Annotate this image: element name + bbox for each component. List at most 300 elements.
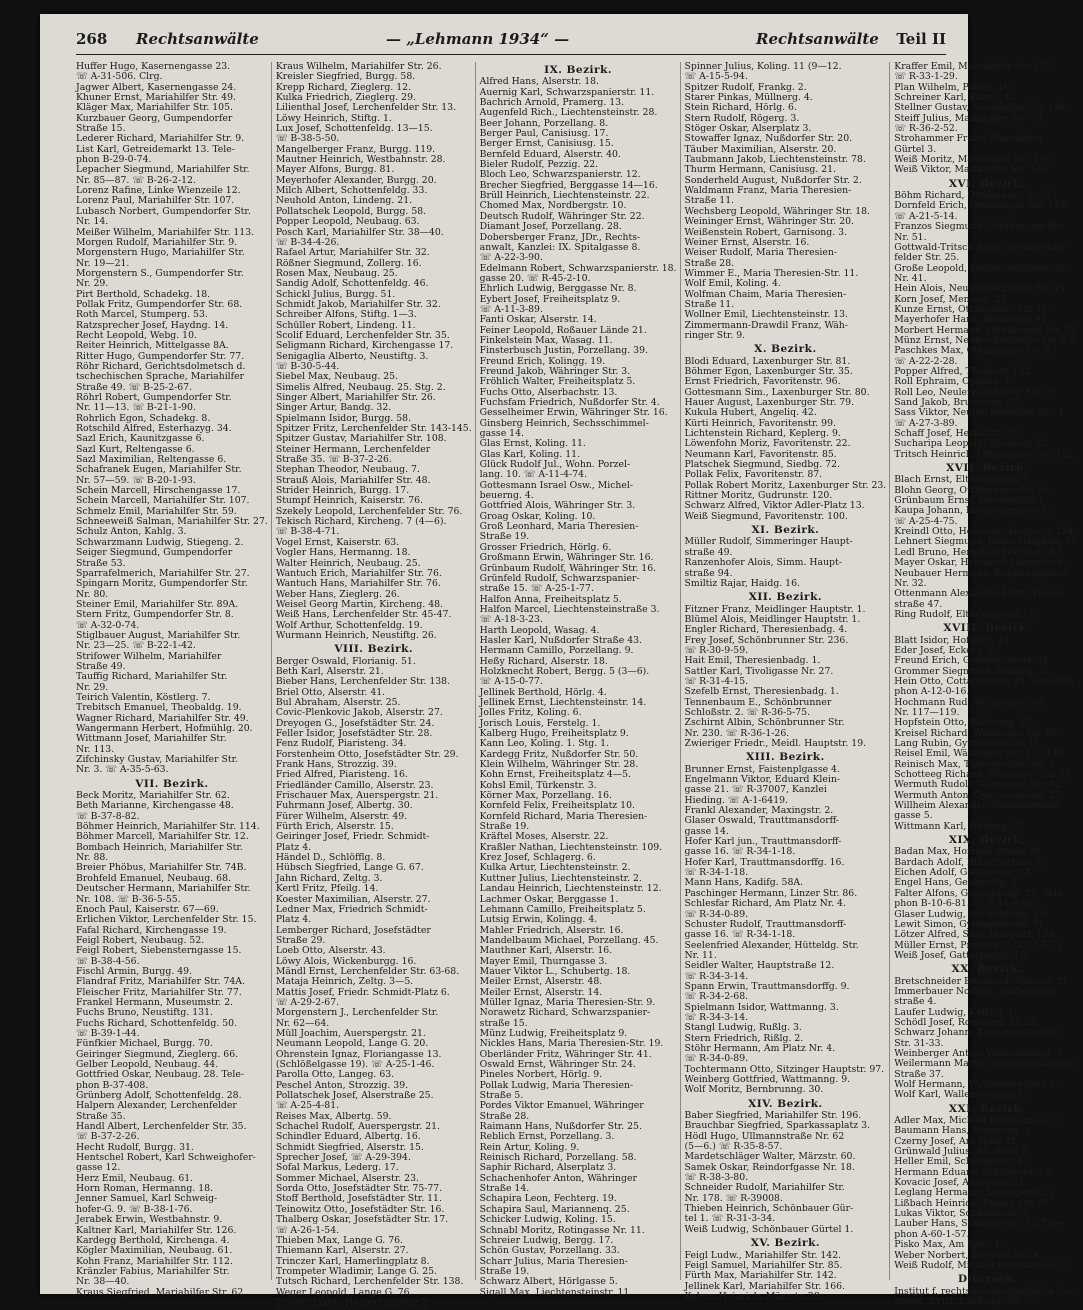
directory-entry: Straße 19. — [479, 531, 530, 543]
directory-entry: Täuber Maximilian, Alserstr. 20. — [684, 143, 837, 155]
directory-entry: Lachmer Oskar, Berggasse 1. — [479, 893, 619, 905]
directory-entry: Finkelstein Max, Wasag. 11. — [479, 334, 613, 346]
directory-entry: Kögler Maximilian, Neubaug. 61. — [76, 1245, 233, 1257]
directory-entry: straße 4. — [894, 996, 937, 1008]
directory-entry: hofer-G. 9. ☏ B-38-1-76. — [76, 1203, 193, 1215]
directory-entry: Fanti Oskar, Alserstr. 14. — [479, 314, 597, 326]
directory-entry: Schein Marcell, Hirschengasse 17. — [76, 485, 241, 497]
directory-entry: Mändl Ernst, Lerchenfelder Str. 63-68. — [275, 965, 460, 977]
district-heading: XX. Bezirk. — [951, 963, 1023, 976]
directory-entry: ☏ B-38-4-71. — [275, 526, 340, 538]
directory-entry: Kreindl Otto, Hernalser Hauptstr. 124. — [894, 526, 1077, 538]
directory-entry: tschechischen Sprache, Mariahilfer — [76, 371, 245, 383]
directory-entry: Kreisler Siegfried, Burgg. 58. — [275, 71, 416, 83]
directory-entry: Schmidt Jakob, Mariahilfer Str. 32. — [275, 298, 441, 310]
directory-entry: Lorenz Paul, Mariahilfer Str. 107. — [76, 195, 235, 207]
directory-entry: Rohrlich Egon, Schadekg. 8. — [76, 412, 211, 424]
directory-entry: Röhr Richard, Gerichtsdolmetsch d. — [76, 360, 246, 372]
directory-entry: Brohfeld Emanuel, Neubaug. 68. — [76, 872, 231, 884]
directory-entry: Zimmermann-Drawdil Franz, Wäh- — [684, 319, 848, 331]
directory-entry: Briel Otto, Alserstr. 41. — [275, 686, 386, 698]
directory-entry: Schreiner Karl, Palmg. 10. — [894, 92, 1020, 104]
directory-entry: Großmann Erwin, Währinger Str. 16. — [479, 552, 654, 564]
directory-entry: Gürtel 3. — [894, 143, 937, 155]
directory-entry: Grünwald Julius, Am Spitz 3. — [894, 1146, 1031, 1158]
directory-entry: Nr. 178. ☏ R-39008. — [684, 1192, 783, 1204]
directory-entry: Schwarz Johann, Klosterneuburger — [894, 1027, 1061, 1039]
directory-entry: Tochtermann Otto, Sitzinger Hauptstr. 97. — [684, 1063, 885, 1075]
directory-entry: Dreyogen G., Josefstädter Str. 24. — [275, 717, 435, 729]
directory-entry: Feigl Ludw., Mariahilfer Str. 142. — [684, 1249, 842, 1261]
directory-entry: Koester Maximilian, Alserstr. 27. — [275, 893, 431, 905]
directory-entry: Gottwald-Tritsch Stella, Neulerchen- — [894, 241, 1068, 253]
directory-entry: Röhrl Robert, Gumpendorfer Str. — [76, 392, 232, 403]
directory-entry: Kelern Heinrich, Märzstr. 28. — [684, 1290, 823, 1302]
directory-entry: Scharr Julius, Maria Theresien- — [479, 1255, 628, 1267]
directory-entry: Pollak Fritz, Gumpendorfer Str. 68. — [76, 298, 243, 310]
directory-entry: Schneeweiß Salman, Mariahilfer Str. 27. — [76, 516, 268, 528]
directory-entry: Beck Moritz, Mariahilfer Str. 62. — [76, 790, 230, 802]
directory-entry: Halfon Anna, Freiheitsplatz 5. — [479, 593, 622, 605]
directory-entry: Berger Ernst, Canisiusg. 15. — [479, 138, 614, 150]
directory-entry: Neuhold Anton, Lindeng. 21. — [275, 195, 413, 207]
directory-entry: Eder Josef, Eckerg. 8. — [894, 644, 997, 656]
directory-entry: Nr. 29. — [76, 681, 109, 693]
directory-entry: Huffer Hugo, Kasernengasse 23. — [76, 61, 231, 72]
directory-entry: Rotschild Alfred, Esterhazyg. 34. — [76, 423, 232, 435]
directory-entry: Nr. 80. — [76, 588, 109, 600]
directory-entry: Rosen Max, Neubaug. 25. — [275, 267, 398, 279]
directory-entry: Covic-Plenkovic Jakob, Alserstr. 27. — [275, 707, 443, 719]
directory-entry: Schaff Josef, Herbststr. 23. — [894, 428, 1021, 440]
directory-entry: Ohrenstein Ignaz, Floriangasse 13. — [275, 1048, 442, 1060]
directory-entry: Hein Alois, Neulerchenfelder Str. 21. — [894, 283, 1069, 295]
directory-entry: Schulz Anton, Kahlg. 3. — [76, 526, 187, 538]
header-right-title: Rechtsanwälte — [756, 30, 879, 48]
directory-entry: Grünberg Adolf, Schottenfeldg. 28. — [76, 1090, 242, 1102]
directory-entry: Blohn Georg, Ottakringer Str. 96. — [894, 484, 1053, 496]
directory-entry: Ratzsprecher Josef, Haydng. 14. — [76, 319, 229, 331]
directory-entry: Korn Josef, Menzelg. 23. — [894, 293, 1010, 305]
directory-entry: Sazl Kurt, Reltengasse 6. — [76, 443, 195, 455]
district-heading: XIX. Bezirk. — [948, 834, 1026, 847]
directory-entry: Schlesfar Richard, Am Platz Nr. 4. — [684, 898, 846, 910]
directory-entry: Weiß Siegmund, Favoritenstr. 100. — [684, 510, 848, 522]
directory-entry: Samek Oskar, Reindorfgasse Nr. 18. — [684, 1161, 855, 1173]
directory-entry: Morgenstern J., Lerchenfelder Str. — [275, 1007, 439, 1019]
directory-entry: Nr. 62—64. — [275, 1017, 330, 1029]
directory-entry: Müller Rudolf, Simmeringer Haupt- — [684, 536, 853, 548]
directory-entry: phon A-12-0-16. — [894, 686, 970, 698]
directory-entry: beuerng. 4. — [479, 490, 534, 502]
directory-entry: Händel D., Schlöfflg. 8. — [275, 852, 386, 864]
directory-entry: Wolf Karl, Wallensteinplatz 3. — [894, 1089, 1034, 1101]
directory-entry: Jellinek Ernst, Liechtensteinstr. 14. — [479, 696, 647, 708]
directory-entry: Kornfeld Felix, Freiheitsplatz 10. — [479, 800, 635, 812]
directory-entry: Lötzer Alfred, Sieb. Hauptstr. 13A. — [894, 929, 1058, 941]
directory-entry: Stangl Ludwig, Rußlg. 3. — [684, 1022, 802, 1034]
directory-entry: Sparrafelmerich, Mariahilfer Str. 27. — [76, 567, 250, 579]
directory-entry: Reinisch Max, Türkenschanzstr. 7. — [894, 758, 1057, 770]
directory-entry: arbeit, XVIII, Edelhofg. 30. ☏ — [894, 1295, 1037, 1307]
directory-entry: Hait Emil, Theresienbadg. 1. — [684, 655, 821, 667]
directory-entry: Spann Erwin, Trauttmansdorffg. 9. — [684, 980, 850, 992]
directory-entry: Hübsch Siegfried, Lange G. 67. — [275, 862, 424, 874]
directory-entry: Wolfman Chaim, Maria Theresien- — [684, 288, 847, 300]
directory-entry: Groß Leonhard, Maria Theresien- — [479, 521, 639, 533]
directory-entry: Grommer Siegmund, Höhneg. 3. — [894, 665, 1048, 677]
directory-entry: Brunner Ernst, Faistenplgasse 4. — [684, 763, 840, 775]
directory-entry: Frey Josef, Schönbrunner Str. 236. — [684, 634, 849, 646]
directory-entry: Mahler Friedrich, Alserstr. 16. — [479, 924, 624, 936]
directory-entry: Str. 31-33. — [894, 1037, 944, 1049]
directory-entry: Mautner Heinrich, Westbahnstr. 28. — [275, 154, 446, 166]
directory-entry: Roll Leo, Neulerchenfelder Str. 27. — [894, 386, 1060, 398]
directory-entry: Leglang Hermann, Schlingerstr. 2. — [894, 1187, 1058, 1199]
directory-entry: Schön Gustav, Porzellang. 33. — [479, 1245, 620, 1257]
directory-entry: Lehnert Siegmund, Hern. Hauptstr. 19. — [894, 536, 1080, 548]
directory-entry: Kalberg Hugo, Freiheitsplatz 9. — [479, 728, 629, 739]
directory-entry: Schein Marcell, Mariahilfer Str. 107. — [76, 495, 250, 507]
directory-entry: Schwarzmann Ludwig, Stiegeng. 2. — [76, 536, 244, 548]
directory-entry: Fleischer Fritz, Mariahilfer Str. 77. — [76, 986, 242, 998]
directory-entry: Straße 14. — [479, 1183, 530, 1195]
directory-entry: Bretschneider Bernhard, Spaung. 21. — [894, 975, 1072, 987]
directory-entry: Zschirnt Albin, Schönbrunner Str. — [684, 717, 845, 729]
directory-entry: Ring Rudolf, Elterleinplatz 15. — [894, 608, 1038, 620]
directory-entry: Feiner Leopold, Roßauer Lände 21. — [479, 324, 647, 336]
directory-entry: Badan Max, Hofzeile straße 26. — [894, 846, 1044, 858]
directory-entry: Gelber Leopold, Neubaug. 44. — [76, 1059, 219, 1070]
directory-entry: Mann Hans, Kadifg. 58A. — [684, 877, 804, 889]
directory-entry: Wimmer E., Maria Theresien-Str. 11. — [684, 267, 859, 279]
directory-entry: Enoch Paul, Kaiserstr. 67—69. — [76, 903, 219, 915]
directory-entry: ☏ A-26-1-54. — [275, 1224, 340, 1236]
directory-entry: Weiß Ludwig, Schönbauer Gürtel 1. — [684, 1223, 854, 1235]
directory-entry: Wechsberg Leopold, Währinger Str. 18. — [684, 205, 871, 217]
district-heading: XXI. Bezirk. — [948, 1102, 1026, 1115]
directory-entry: ☏ R-38-3-80. — [684, 1172, 749, 1184]
directory-entry: Reinisch Richard, Porzellang. 58. — [479, 1152, 637, 1164]
directory-entry: Sandig Adolf, Schottenfeldg. 46. — [275, 278, 429, 290]
directory-entry: gasse 16. ☏ R-34-1-18. — [684, 846, 796, 858]
directory-entry: phon B-37-408. — [76, 1079, 149, 1091]
directory-entry: Simelis Alfred, Neubaug. 25. Stg. 2. — [275, 381, 446, 393]
directory-entry: Popper Alfred, Thaliastr. 132. — [894, 365, 1034, 377]
directory-entry: Khuner Ernst, Mariahilfer Str. 49. — [76, 92, 236, 104]
directory-entry: Kohn Ernst, Freiheitsplatz 4—5. — [479, 769, 632, 781]
directory-entry: Wolf Moritz, Bernbrunng. 30. — [684, 1084, 824, 1096]
directory-entry: Schuster Rudolf, Trauttmansdorff- — [684, 918, 847, 930]
directory-entry: Schotteeg Richard, Währinger Str. 71. — [894, 769, 1075, 781]
directory-entry: Mauthner Karl, Alserstr. 16. — [479, 945, 613, 957]
directory-entry: Fürer Wilhelm, Alserstr. 49. — [275, 810, 408, 822]
directory-entry: Straße 15. — [76, 123, 126, 135]
directory-entry: Böhmer Heinrich, Mariahilfer Str. 114. — [76, 821, 260, 833]
directory-entry: Sazl Erich, Kaunitzgasse 6. — [76, 433, 205, 445]
text-columns — [76, 61, 1080, 1308]
directory-entry: gasse 21. ☏ R-37007, Kanzlei — [684, 784, 827, 796]
directory-entry: Schapira Saul, Mariannenq. 25. — [479, 1203, 630, 1215]
district-heading: VII. Bezirk. — [135, 777, 209, 790]
directory-entry: Teinowitz Otto, Josefstädter Str. 16. — [275, 1203, 445, 1215]
directory-entry: gasse 12. — [76, 1162, 121, 1174]
directory-entry: Tennenbaum E., Schönbrunner — [684, 696, 832, 708]
directory-entry: Müller Ernst, Probusg. 1. B-15-5-73. — [894, 939, 1066, 951]
directory-entry: Loeb Otto, Alserstr. 43. — [275, 945, 386, 957]
directory-entry: Weger Leopold, Lange G. 76. — [275, 1286, 413, 1298]
directory-entry: Halfon Marcel, Liechtensteinstraße 3. — [479, 603, 660, 615]
directory-entry: gasse 5. — [894, 810, 933, 822]
directory-entry: Schmidt Siegfried, Alserstr. 15. — [275, 1141, 424, 1153]
district-heading: XVI. Bezirk. — [948, 177, 1026, 190]
directory-entry: Pollak Robert Moritz, Laxenburger Str. 23. — [684, 479, 887, 491]
directory-entry: Hofer Karl, Trauttmansdorffg. 16. — [684, 856, 845, 868]
directory-entry: Jellinek Karl, Mariahilfer Str. 166. — [684, 1280, 846, 1292]
directory-entry: Groag Oskar, Koling. 10. — [479, 510, 596, 522]
directory-entry: Oswald Ernst, Währinger Str. 24. — [479, 1059, 636, 1070]
directory-entry: Immerbauer Norbert, Wallenstein- — [894, 985, 1058, 997]
directory-entry: Spielmann Isidor, Wattmanng. 3. — [684, 1001, 839, 1013]
directory-entry: Nr. 230. ☏ R-36-1-26. — [684, 727, 790, 739]
directory-entry: Weinberger Anton, Wallensteinpl. 3. — [894, 1047, 1065, 1059]
directory-entry: ☏ R-34-3-14. — [684, 970, 749, 982]
directory-entry: Adler Max, Michael Dietmann-G. 2. — [894, 1115, 1061, 1127]
directory-entry: Holzknecht Robert, Bergg. 5 (3—6). — [479, 665, 650, 677]
directory-entry: Pollak Felix, Favoritenstr. 87. — [684, 469, 823, 481]
directory-entry: Stöger Oskar, Alserplatz 3. — [684, 123, 812, 135]
directory-entry: ringer Str. 9. — [684, 329, 746, 341]
directory-entry: Ehrlich Ludwig, Berggasse Nr. 8. — [479, 283, 637, 295]
directory-entry: Kaupa Johann, Bergsteiggasse 27. — [894, 505, 1056, 517]
directory-entry: Reises Max, Albertg. 59. — [275, 1110, 392, 1122]
directory-entry: Löwenfohn Moriz, Favoritenstr. 22. — [684, 438, 851, 450]
directory-entry: Böhmer Marcell, Mariahilfer Str. 12. — [76, 831, 249, 843]
directory-entry: Thiemann Karl, Alserstr. 27. — [275, 1245, 409, 1257]
directory-entry: Finsterbusch Justin, Porzellang. 39. — [479, 345, 648, 357]
directory-entry: Parolla Otto, Langeg. 63. — [275, 1069, 395, 1081]
directory-entry: Bernfeld Eduard, Alserstr. 40. — [479, 148, 621, 160]
directory-entry: Thurm Hermann, Canisiusg. 21. — [684, 164, 836, 176]
directory-entry: Nr. 11. — [684, 949, 717, 961]
directory-entry: Zolofer Jakob, Hamerlingplatz 2. — [275, 1296, 431, 1308]
directory-entry: Thieben Heinrich, Schönbauer Gür- — [684, 1203, 854, 1215]
directory-entry: Ranzenhofer Alois, Simm. Haupt- — [684, 557, 842, 569]
directory-entry: Straße 29. — [275, 934, 326, 946]
directory-entry: Nr. 108. ☏ B-36-5-55. — [76, 893, 181, 905]
directory-entry: Deutsch Rudolf, Währinger Str. 22. — [479, 210, 645, 222]
directory-entry: straße 94. — [684, 567, 733, 579]
directory-entry: ☏ A-32-0-74. — [76, 619, 140, 631]
directory-entry: Pollatschek Leopold, Burgg. 58. — [275, 205, 427, 217]
directory-entry: Falter Alfons, Gatterburgg. 23. Tele- — [894, 887, 1066, 899]
directory-entry: Teirich Valentin, Köstlerg. 7. — [76, 691, 211, 703]
directory-entry: Pollatschek Josef, Alserstraße 25. — [275, 1090, 434, 1102]
directory-entry: Tauffig Richard, Mariahilfer Str. — [76, 671, 228, 683]
directory-entry: Nr. 57—59. ☏ B-20-1-93. — [76, 474, 196, 486]
directory-entry: Nr. 117—119. — [894, 706, 960, 718]
district-heading: X. Bezirk. — [754, 343, 817, 356]
directory-entry: Sazl Maximilian, Reltengasse 6. — [76, 454, 227, 466]
directory-entry: Kreisel Richard, Währinger Str. 80. — [894, 727, 1061, 739]
directory-entry: Jellinek Berthold, Hörlg. 4. — [479, 686, 607, 698]
directory-entry: Hieding. ☏ A-1-6419. — [684, 794, 788, 806]
directory-entry: Hecht Rudolf, Burgg. 31. — [76, 1141, 194, 1153]
directory-entry: Grünfeld Rudolf, Schwarzspanier- — [479, 572, 640, 584]
directory-entry: Hopfstein Otto, Weltvögg. 27. — [894, 717, 1035, 729]
district-heading: XI. Bezirk. — [751, 524, 820, 537]
directory-entry: Ledl Bruno, Hernalser Hauptstr. 67. — [894, 546, 1065, 558]
directory-entry: Gottesmann Israel Osw., Michel- — [479, 479, 634, 491]
directory-entry: Kurzbauer Georg, Gumpendorfer — [76, 112, 233, 124]
directory-entry: ☏ A-15-5-94. — [684, 71, 748, 83]
directory-entry: Starer Pinkas, Müllnerg. 4. — [684, 92, 813, 104]
directory-entry: Frankel Hermann, Museumstr. 2. — [76, 996, 234, 1008]
directory-entry: Nr. 85—87. ☏ B-26-2-12. — [76, 174, 196, 186]
directory-entry: Scolif Eduard, Lerchenfelder Str. 35. — [275, 329, 450, 341]
directory-entry: Gesselheimer Erwin, Währinger Str. 16. — [479, 407, 668, 419]
column-4 — [684, 61, 891, 1302]
directory-entry: Sonderheld August, Nußdorfer Str. 2. — [684, 174, 862, 186]
column-5 — [894, 61, 1083, 1307]
directory-entry: Rößner Siegmund, Zollerg. 16. — [275, 257, 422, 269]
directory-entry: Glaser Ludwig, Gatterburgg. 19. — [894, 908, 1049, 920]
directory-entry: Lutsig Erwin, Kolingg. 4. — [479, 914, 598, 926]
directory-entry: Fünfkier Michael, Burgg. 70. — [76, 1038, 213, 1050]
directory-entry: gasse 20. ☏ R-45-2-10. — [479, 272, 591, 284]
directory-entry: Glas Karl, Koling. 11. — [479, 448, 581, 460]
directory-entry: ☏ A-21-5-14. — [894, 210, 958, 222]
directory-entry: ☏ A-29-2-67. — [275, 996, 340, 1008]
directory-entry: Feigl Samuel, Mariahilfer Str. 85. — [684, 1259, 843, 1271]
directory-entry: Wollner Emil, Liechtensteinstr. 13. — [684, 309, 849, 321]
directory-entry: Pollak Ludwig, Maria Theresien- — [479, 1079, 634, 1091]
directory-entry: Eybert Josef, Freiheitsplatz 9. — [479, 293, 621, 305]
directory-entry: Chomed Max, Nordbergstr. 10. — [479, 200, 627, 212]
directory-entry: Berger Paul, Canisiusg. 17. — [479, 128, 609, 140]
directory-entry: Wagner Richard, Mariahilfer Str. 49. — [76, 712, 249, 724]
directory-entry: ☏ A-15-0-77. — [479, 676, 543, 688]
directory-entry: Böhm Richard, Ottakringer Str. 71. — [894, 190, 1061, 202]
directory-entry: Taubmann Jakob, Liechtensteinstr. 78. — [684, 154, 866, 166]
directory-entry: Morgenstern S., Gumpendorfer Str. — [76, 267, 244, 279]
directory-entry: Seidler Walter, Hauptstraße 12. — [684, 960, 835, 972]
directory-entry: Schüller Robert, Lindeng. 11. — [275, 319, 416, 331]
directory-entry: Sattler Karl, Tivoligasse Nr. 27. — [684, 665, 834, 677]
directory-entry: Sommer Michael, Alserstr. 23. — [275, 1172, 419, 1184]
header-left-title: Rechtsanwälte — [136, 30, 259, 48]
directory-entry: Große Leopold, Neulerchenfelder Str. — [894, 262, 1073, 274]
directory-entry: Kuttner Julius, Liechtensteinstr. 2. — [479, 872, 642, 884]
directory-entry: ☏ B-38-5-50. — [275, 133, 340, 145]
directory-entry: Wittmann Karl, Höhneg. 27. — [894, 820, 1028, 832]
directory-entry: Jagwer Albert, Kasernengasse 24. — [76, 81, 237, 93]
directory-entry: Recht Leopold, Webg. 10. — [76, 329, 197, 341]
directory-entry: Hermann Camillo, Porzellang. 9. — [479, 645, 634, 657]
directory-entry: Schwarz Albert, Hörlgasse 5. — [479, 1276, 618, 1288]
directory-entry: Lang Rubin, Gymnasiumstr. 11. — [894, 738, 1043, 749]
directory-entry: Wantuch Hans, Mariahilfer Str. 76. — [275, 578, 441, 590]
directory-entry: Wolf Hermann, Wallensteinplatz 3. — [894, 1079, 1059, 1090]
directory-entry: Norawetz Richard, Schwarzspanier- — [479, 1007, 651, 1019]
directory-entry: Fuchs Richard, Schottenfeldg. 50. — [76, 1017, 238, 1029]
directory-entry: ☏ R-31-4-15. — [684, 675, 749, 687]
directory-entry: Sorda Otto, Josefstädter Str. 75-77. — [275, 1183, 443, 1195]
directory-entry: Kürti Heinrich, Favoritenstr. 99. — [684, 417, 836, 429]
directory-entry: Straße 11. — [684, 195, 735, 207]
directory-entry: Singer Albert, Mariahilfer Str. 26. — [275, 392, 436, 403]
directory-entry: Kraßler Nathan, Liechtensteinstr. 109. — [479, 841, 663, 853]
directory-entry: Waldmann Franz, Maria Theresien- — [684, 185, 852, 197]
directory-entry: ☏ R-33-1-29. — [894, 71, 958, 83]
directory-entry: Mayer Oskar, Hernalser Hauptstr. 8. — [894, 557, 1067, 569]
directory-entry: Freund Erich, Kolingg. 19. — [479, 355, 606, 367]
directory-entry: Flandraf Fritz, Mariahilfer Str. 74A. — [76, 976, 245, 988]
directory-entry: Kohsl Emil, Türkenstr. 3. — [479, 779, 597, 791]
directory-entry: Gottesmann Sim., Laxenburger Str. 80. — [684, 386, 870, 398]
directory-entry: Straße 28. — [684, 257, 735, 269]
directory-entry: Spitzer Fritz, Lerchenfelder Str. 143-145. — [275, 423, 472, 435]
directory-entry: Körner Max, Porzellang. 16. — [479, 790, 612, 802]
directory-entry: Pineles Norbert, Hörlg. 9. — [479, 1069, 603, 1081]
directory-entry: Kraffer Emil, Mariahilfer Str. 133. — [894, 61, 1055, 72]
directory-entry: Seligmann Richard, Kirchengasse 17. — [275, 340, 454, 352]
directory-entry: phon B-10-6-81. ☏ B-11-4-88. — [894, 898, 1037, 910]
directory-entry: Gottfried Oskar, Neubaug. 28. Tele- — [76, 1069, 244, 1081]
directory-entry: Kukula Hubert, Angeliq. 42. — [684, 407, 817, 419]
directory-entry: Jorisch Louis, Ferstelg. 1. — [479, 717, 601, 729]
directory-entry: ☏ A-22-2-28. — [894, 355, 958, 367]
directory-entry: Kornfeld Richard, Maria Theresien- — [479, 810, 648, 822]
directory-entry: Müll Joachim, Auerspergstr. 21. — [275, 1027, 426, 1039]
directory-entry: Reisel Emil, Währinger Str. 117-119. — [894, 748, 1067, 760]
directory-entry: Harth Leopold, Wasag. 4. — [479, 624, 600, 636]
directory-entry: Stern Rudolf, Rögerg. 3. — [684, 112, 800, 124]
directory-entry: Lehmann Camillo, Freiheitsplatz 5. — [479, 903, 646, 915]
directory-entry: ☏ R-34-0-89. — [684, 908, 749, 920]
directory-entry: Roll Ephraim, Oppeng. 1. — [894, 376, 1014, 388]
directory-entry: Trebitsch Emanuel, Theobaldg. 19. — [76, 702, 242, 714]
directory-entry: Engler Richard, Theresienbadg. 4. — [684, 624, 848, 636]
column-2 — [275, 61, 476, 1308]
directory-entry: Friedländer Camillo, Alserstr. 23. — [275, 779, 434, 791]
directory-entry: Tutsch Richard, Lerchenfelder Str. 138. — [275, 1276, 464, 1288]
directory-entry: Ernst Friedrich, Favoritenstr. 96. — [684, 376, 841, 388]
directory-entry: Frank Hans, Strozzig. 39. — [275, 759, 397, 771]
directory-entry: Edelmann Robert, Schwarzspanierstr. 18. — [479, 262, 677, 274]
directory-entry: Ginsberg Heinrich, Sechsschimmel- — [479, 417, 649, 429]
directory-entry: Lux Josef, Schottenfeldg. 13—15. — [275, 123, 433, 135]
directory-entry: Walter Heinrich, Neubaug. 25. — [275, 557, 421, 569]
directory-entry: Frankl Alexander, Maxingstr. 2. — [684, 805, 834, 817]
directory-entry: Wantuch Erich, Mariahilfer Str. 76. — [275, 567, 442, 579]
directory-entry: Grünbaum Rudolf, Währinger Str. 16. — [479, 562, 657, 574]
directory-entry: Brauchbar Siegfried, Sparkassaplatz 3. — [684, 1120, 870, 1132]
directory-entry: Straße 35. ☏ B-37-2-26. — [275, 454, 392, 466]
directory-entry: Kulka Artur, Liechtensteinstr. 2. — [479, 862, 631, 874]
directory-entry: Trompeter Wladimir, Lange G. 25. — [275, 1265, 437, 1277]
directory-entry: Lederer Richard, Mariahilfer Str. 9. — [76, 133, 245, 145]
page-header — [76, 28, 946, 55]
directory-entry: Kovacic Josef, Angererstr. 1. — [894, 1177, 1028, 1189]
directory-entry: Herz Emil, Neubaug. 61. — [76, 1172, 194, 1184]
directory-entry: Kränzler Fabius, Mariahilfer Str. — [76, 1265, 230, 1277]
directory-entry: Smiltiz Rajar, Haidg. 16. — [684, 577, 800, 589]
directory-entry: Platz 4. — [275, 914, 312, 926]
directory-entry: Sucharipa Leopold, Thaliastr. 22. — [894, 438, 1051, 450]
directory-entry: Geiringer Siegmund, Zieglerg. 66. — [76, 1048, 239, 1060]
directory-entry: ☏ B-38-4-56. — [76, 955, 140, 967]
